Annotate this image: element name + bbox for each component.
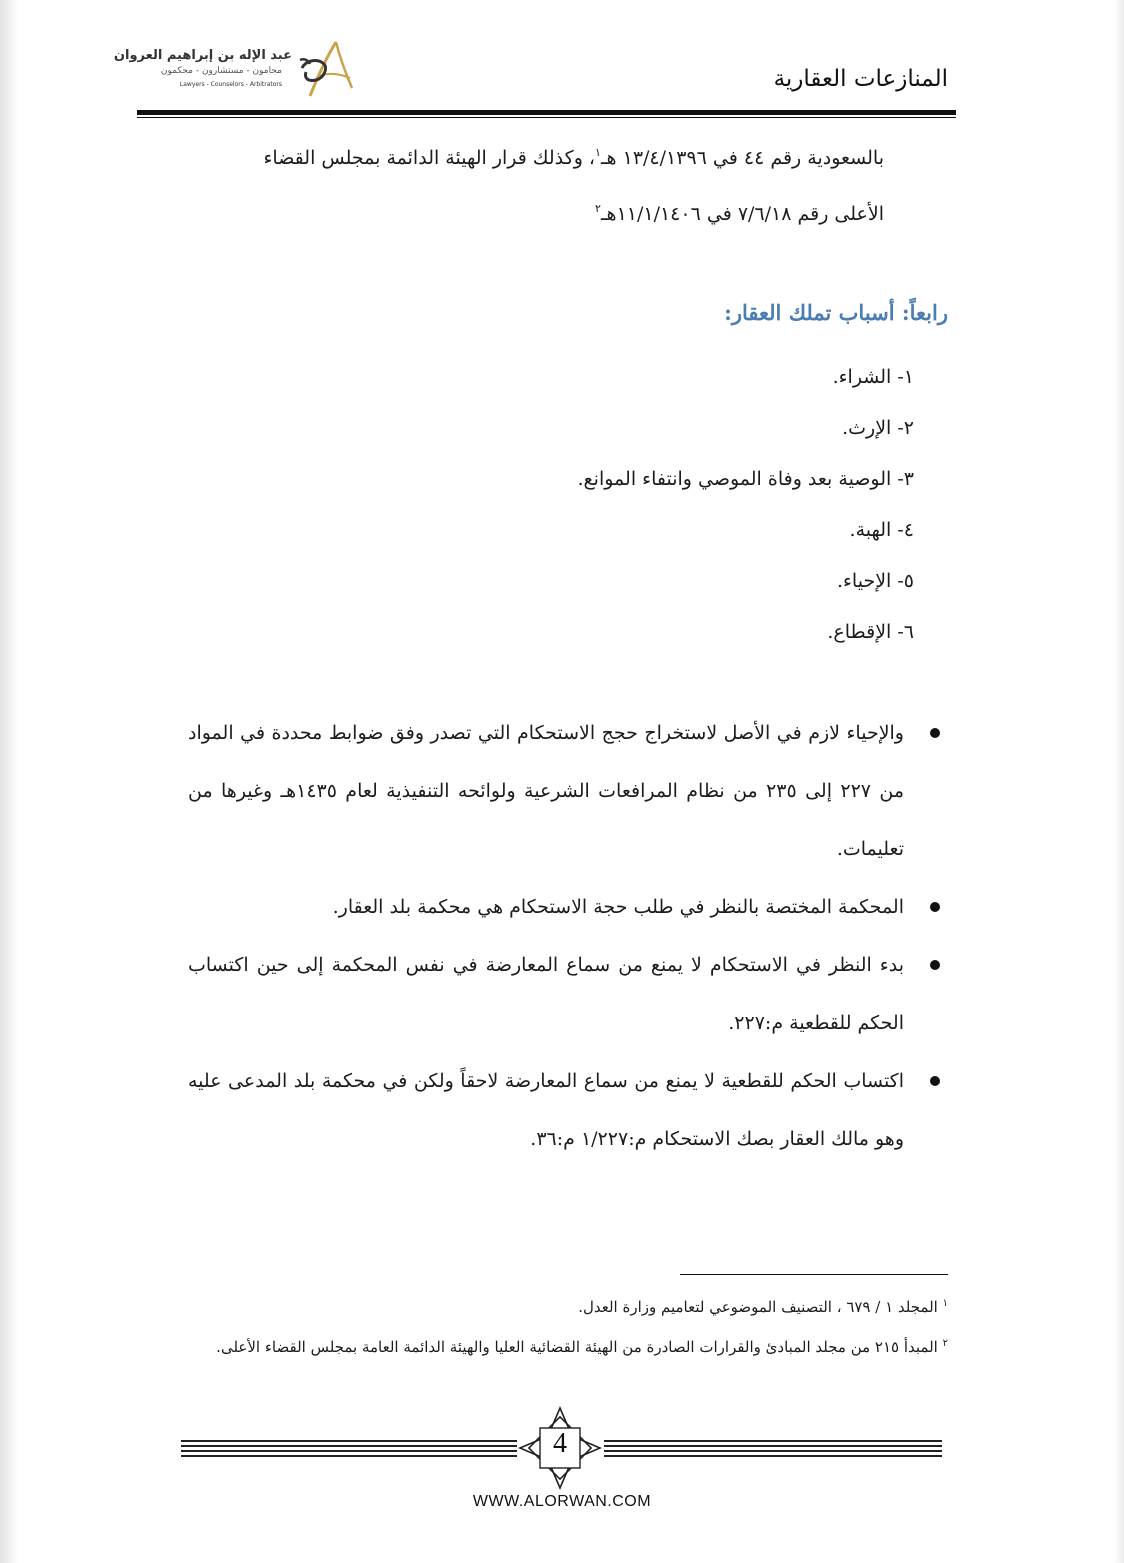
logo-monogram-icon (296, 38, 358, 100)
firm-name: عبد الإله بن إبراهيم العروان (113, 48, 292, 63)
page-left-edge (0, 0, 18, 1563)
footnote-number: ١ (942, 1298, 948, 1309)
footnote-text: المجلد ١ / ٦٧٩ ، التصنيف الموضوعي لتعاميم وزارة العدل. (578, 1298, 938, 1316)
bullet-item (188, 704, 948, 878)
firm-subtitle: محامون - مستشارون - محكمون (160, 66, 282, 76)
header-rule-thick (137, 110, 956, 115)
bullet-icon (930, 1076, 940, 1086)
bullet-text: بدء النظر في الاستحكام لا يمنع من سماع المعارضة في نفس المحكمة إلى حين اكتساب الحكم للقطعية م:٢٢٧. (188, 954, 904, 1034)
footnote-text: المبدأ ٢١٥ من مجلد المبادئ والقرارات الصادرة من الهيئة القضائية العليا والهيئة الدائمة العامة بمجلس القضاء الأعلى. (216, 1338, 938, 1356)
website-url[interactable]: WWW.ALORWAN.COM (472, 1493, 652, 1510)
page-right-edge (1114, 0, 1124, 1563)
bullet-icon (930, 902, 940, 912)
list-item: ٣- الوصية بعد وفاة الموصي وانتفاء الموانع. (577, 468, 914, 490)
list-item: ١- الشراء. (832, 366, 914, 388)
intro-text-1a: بالسعودية رقم ٤٤ في ١٣/٤/١٣٩٦ هـ (600, 147, 884, 169)
firm-subtitle-english: Lawyers - Counselors - Arbitrators (179, 81, 282, 88)
page-title: المنازعات العقارية (773, 66, 948, 92)
footnote-1 (173, 1292, 948, 1322)
page-number: 4 (553, 1428, 567, 1459)
bullet-list (188, 1052, 948, 1168)
bullet-text: المحكمة المختصة بالنظر في طلب حجة الاستحكام هي محكمة بلد العقار. (332, 896, 904, 918)
bullet-icon (930, 728, 940, 738)
bullet-list (188, 878, 948, 936)
bullet-item (188, 1052, 948, 1168)
footnote-ref-2[interactable]: ٢ (595, 202, 601, 215)
bullet-icon (930, 960, 940, 970)
list-item: ٥- الإحياء. (836, 570, 914, 592)
section-heading: رابعاً: أسباب تملك العقار: (724, 300, 948, 325)
footnote-number: ٢ (942, 1338, 948, 1349)
bullet-item (188, 878, 948, 936)
intro-text-2a: الأعلى رقم ٧/٦/١٨ في ١١/١/١٤٠٦هـ (600, 203, 884, 225)
ownership-causes-list (314, 352, 914, 658)
footer-rule-right (604, 1440, 942, 1460)
intro-line-2 (169, 186, 884, 242)
bullet-item (188, 936, 948, 1052)
intro-text-1b: ، وكذلك قرار الهيئة الدائمة بمجلس القضاء (263, 147, 596, 169)
firm-logo (113, 38, 358, 100)
bullet-list (188, 704, 948, 878)
list-item: ٦- الإقطاع. (827, 621, 914, 643)
footnote-2 (173, 1332, 948, 1362)
footer-rule-left (181, 1440, 517, 1460)
intro-line-1 (169, 130, 884, 186)
list-item: ٤- الهبة. (849, 519, 914, 541)
bullet-list (188, 936, 948, 1052)
footnote-separator (680, 1274, 948, 1275)
header-rule-thin (137, 117, 956, 118)
bullet-text: اكتساب الحكم للقطعية لا يمنع من سماع المعارضة لاحقاً ولكن في محكمة بلد المدعى عليه وهو مالك العقار بصك الاستحكام م:١/٢٢٧ م:٣٦. (188, 1070, 904, 1150)
bullet-text: والإحياء لازم في الأصل لاستخراج حجج الاستحكام التي تصدر وفق ضوابط محددة في المواد من ٢٢٧ إلى ٢٣٥ من نظام المرافعات الشرعية ولوائحه التنفيذية لعام ١٤٣٥هـ وغيرها من تعليمات. (188, 722, 905, 860)
list-item: ٢- الإرث. (842, 417, 914, 439)
footnote-ref-1[interactable]: ١ (595, 146, 601, 159)
